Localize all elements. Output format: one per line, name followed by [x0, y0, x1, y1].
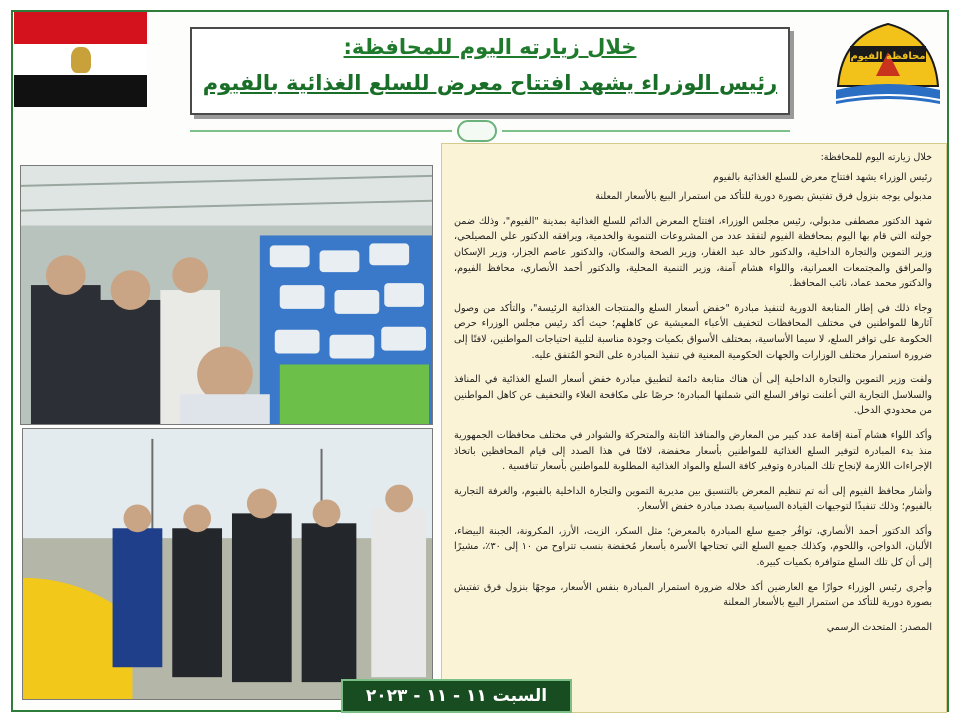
article-paragraph: وأكد الدكتور أحمد الأنصاري، توافُر جميع سلع المبادرة بالمعرض؛ مثل السكر، الزيت، الأرز، المكرونة، الجبنة البيضاء، الألبان، الدواجن، واللحوم، وكذلك جميع السلع التي تحتاجها الأسرة بأسعار مُخفضة بنسب تتراوح من ١٠ إلى ٣٠٪، مشيرًا إلى أن كل تلك السلع متوافرة بكميات كبيرة. — [454, 525, 933, 569]
fayoum-logo-icon — [832, 16, 944, 108]
headline-title: رئيس الوزراء يشهد افتتاح معرض للسلع الغذائية بالفيوم — [202, 71, 778, 95]
tour-photo — [22, 428, 433, 700]
article-paragraph: وأجرى رئيس الوزراء حوارًا مع العارضين أكد خلاله ضرورة استمرار المبادرة بنفس الأسعار، موجهًا بنزول فرق تفتيش بصورة دورية للتأكد من استمرار البيع بالأسعار المعلنة — [454, 581, 932, 609]
svg-text:محافظة الفيوم: محافظة الفيوم — [850, 51, 926, 62]
egypt-flag-icon — [14, 12, 147, 107]
article-paragraph: مدبولي يوجه بنزول فرق تفتيش بصورة دورية للتأكد من استمرار البيع بالأسعار المعلنة — [595, 191, 932, 203]
article-paragraph: خلال زيارته اليوم للمحافظة: — [820, 152, 932, 163]
article-paragraph: شهد الدكتور مصطفى مدبولي، رئيس مجلس الوزراء، افتتاح المعرض الدائم للسلع الغذائية بمدينة "الفيوم"، وذلك ضمن جولته التي قام بها اليوم بمحافظة الفيوم لتفقد عدد من المشروعات التنموية والخدمية، ويرافقه الدكتور علي المصيلحي، وزير التموين والتجارة الداخلية، والدكتور خالد عبد الغفار، وزير الصحة والسكان، والدكتور عاصم الجزار، وزير الإسكان والمرافق والمجتمعات العمرانية، واللواء هشام آمنة، وزير التنمية المحلية، والدكتور أحمد الأنصاري، محافظ الفيوم، والدكتور محمد عماد، نائب المحافظ. — [454, 215, 932, 290]
article-paragraph: وأكد اللواء هشام آمنة إقامة عدد كبير من المعارض والمنافذ الثابتة والمتحركة والشوادر في مختلف محافظات الجمهورية منذ بدء المبادرة لتوفير السلع الغذائية للمواطنين بأسعار مخفضة، لافتًا في هذا الصدد إلى قيام المحافظين باتخاذ الإجراءات اللازمة لإنجاح تلك المبادرة وتوفير كافة السلع والمواد الغذائية المطلوبة للمواطنين بأسعار تنافسية . — [454, 429, 932, 473]
date-banner: السبت ١١ - ١١ - ٢٠٢٣ — [341, 679, 572, 713]
article-source: المصدر: المتحدث الرسمي — [826, 621, 932, 633]
article-text-panel — [441, 143, 947, 713]
article-paragraph: ولفت وزير التموين والتجارة الداخلية إلى أن هناك متابعة دائمة لتطبيق مبادرة خفض أسعار السلع الغذائية في المنافذ والسلاسل التجارية التي أعلنت توافر السلع التي شملتها المبادرة؛ حرصًا على مكافحة الغلاء والتخفيف عن كاهل المواطنين من محدودي الدخل. — [454, 374, 932, 417]
headline-box — [190, 27, 790, 115]
divider-line-right — [502, 130, 790, 132]
headline-kicker: خلال زيارته اليوم للمحافظة: — [343, 35, 637, 59]
exhibition-photo — [20, 165, 433, 425]
article-paragraph: رئيس الوزراء يشهد افتتاح معرض للسلع الغذائية بالفيوم — [713, 171, 932, 183]
divider-line-left — [190, 130, 452, 132]
article-paragraph: وجاء ذلك في إطار المتابعة الدورية لتنفيذ مبادرة "خفض أسعار السلع والمنتجات الغذائية الرئيسة"، والتأكد من وصول آثارها للمواطنين في مختلف المحافظات لتخفيف الأعباء المعيشية عن كاهلهم؛ حيث أكد رئيس مجلس الوزراء حرص الحكومة على توافر السلع، لا سيما الأساسية، بمختلف الأسواق بكميات وجودة مناسبة لتلبية احتياجات المواطنين، لافتًا إلى ضرورة استمرار مختلف الوزارات والجهات الحكومية المعنية في تنفيذ المبادرة على النحو المُتفق عليه. — [454, 302, 932, 361]
divider-ornament — [457, 120, 497, 142]
article-paragraph: وأشار محافظ الفيوم إلى أنه تم تنظيم المعرض بالتنسيق بين مديرية التموين والتجارة الداخلية بالفيوم، والغرفة التجارية بالفيوم؛ وذلك تنفيذًا لتوجيهات القيادة السياسية بصدد مبادرة خفض الأسعار. — [454, 485, 932, 513]
